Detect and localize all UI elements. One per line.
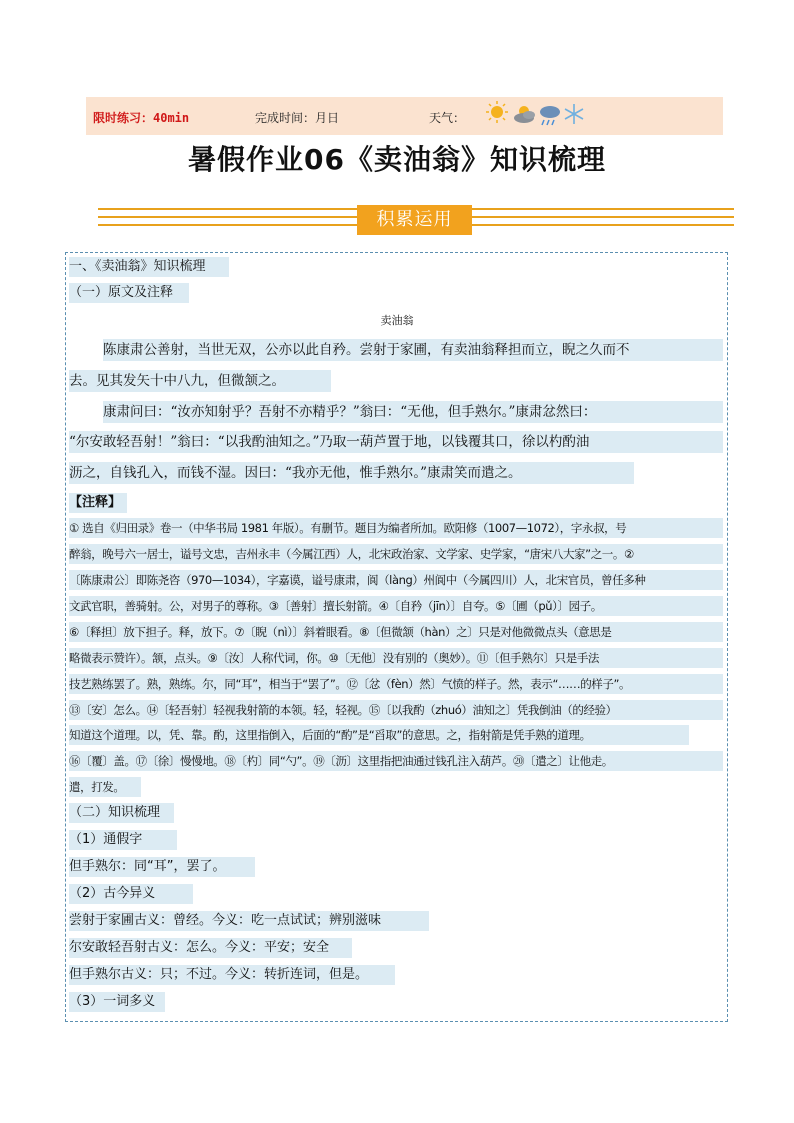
- time-limit: 限时练习：40min: [93, 111, 190, 125]
- poem-title: 卖油翁: [380, 314, 414, 327]
- note-line: 醉翁，晚号六一居士，谥号文忠，吉州永丰（今属江西）人，北宋政治家、文学家、史学家，“唐宋八大家”之一。②: [69, 544, 723, 564]
- knowledge-heading: （2）古今异义: [69, 884, 193, 904]
- notes-heading: 【注释】: [69, 493, 127, 513]
- knowledge-heading: （3）一词多义: [69, 992, 165, 1012]
- page-title: 暑假作业06《卖油翁》知识梳理: [188, 143, 606, 176]
- poem-line: 沥之，自钱孔入，而钱不湿。因曰：“我亦无他，惟手熟尔。”康肃笑而遣之。: [69, 462, 634, 484]
- poem-line: 康肃问曰：“汝亦知射乎？吾射不亦精乎？”翁曰：“无他，但手熟尔。”康肃忿然曰：: [103, 401, 723, 423]
- knowledge-line: 但手熟尔：同“耳”，罢了。: [69, 857, 255, 877]
- note-line: 文武官职，善骑射。公，对男子的尊称。③〔善射〕擅长射箭。④〔自矜（jīn）〕自夸。⑤〔圃（pǔ）〕园子。: [69, 596, 723, 616]
- note-line: ① 选自《归田录》卷一（中华书局 1981 年版）。有删节。题目为编者所加。欧阳修（1007—1072），字永叔，号: [69, 518, 723, 538]
- note-line: ⑬〔安〕怎么。⑭〔轻吾射〕轻视我射箭的本领。轻，轻视。⑮〔以我酌（zhuó）油知之〕凭我倒油（的经验）: [69, 700, 723, 720]
- section-banner: 积累运用: [357, 205, 472, 235]
- completion-time: 完成时间：月日: [255, 111, 340, 125]
- poem-line: “尔安敢轻吾射！”翁曰：“以我酌油知之。”乃取一葫芦置于地，以钱覆其口，徐以杓酌油: [69, 431, 723, 453]
- snowflake-icon: [565, 104, 583, 124]
- subsection-heading: （一）原文及注释: [69, 283, 189, 303]
- knowledge-line: 但手熟尔古义：只；不过。今义：转折连词，但是。: [69, 965, 395, 985]
- note-line: 略微表示赞许）。颔，点头。⑨〔汝〕人称代词，你。⑩〔无他〕没有别的（奥妙）。⑪〔但手熟尔〕只是手法: [69, 648, 723, 668]
- weather-label: 天气：: [429, 111, 466, 125]
- poem-line: 陈康肃公善射，当世无双，公亦以此自矜。尝射于家圃，有卖油翁释担而立，睨之久而不: [103, 339, 723, 361]
- header-bar: [86, 97, 723, 135]
- cloud-rain-icon: [540, 106, 560, 125]
- sun-icon: [486, 101, 508, 123]
- knowledge-heading: （1）通假字: [69, 830, 177, 850]
- note-line: 技艺熟练罢了。熟，熟练。尔，同“耳”，相当于“罢了”。⑫〔忿（fèn）然〕气愤的样子。然，表示“……的样子”。: [69, 674, 723, 694]
- knowledge-line: 尔安敢轻吾射古义：怎么。今义：平安；安全: [69, 938, 352, 958]
- section-heading: 一、《卖油翁》知识梳理: [69, 257, 229, 277]
- poem-line: 去。见其发矢十中八九，但微颔之。: [69, 370, 331, 392]
- sun-cloud-icon: [514, 106, 535, 123]
- note-line: ⑯〔覆〕盖。⑰〔徐〕慢慢地。⑱〔杓〕同“勺”。⑲〔沥〕这里指把油通过钱孔注入葫芦。⑳〔遣之〕让他走。: [69, 751, 723, 771]
- note-line: 知道这个道理。以，凭、靠。酌，这里指倒入，后面的“酌”是“舀取”的意思。之，指射箭是凭手熟的道理。: [69, 725, 689, 745]
- note-line: ⑥〔释担〕放下担子。释，放下。⑦〔睨（nì）〕斜着眼看。⑧〔但微颔（hàn）之〕只是对他微微点头（意思是: [69, 622, 723, 642]
- weather-icons: [484, 99, 594, 131]
- subsection-heading: （二）知识梳理: [69, 803, 174, 823]
- note-line: 遣，打发。: [69, 777, 141, 797]
- note-line: 〔陈康肃公〕即陈尧咨（970—1034），字嘉谟，谥号康肃，阆（làng）州阆中（今属四川）人，北宋官员，曾任多种: [69, 570, 723, 590]
- knowledge-line: 尝射于家圃古义：曾经。今义：吃一点试试；辨别滋味: [69, 911, 429, 931]
